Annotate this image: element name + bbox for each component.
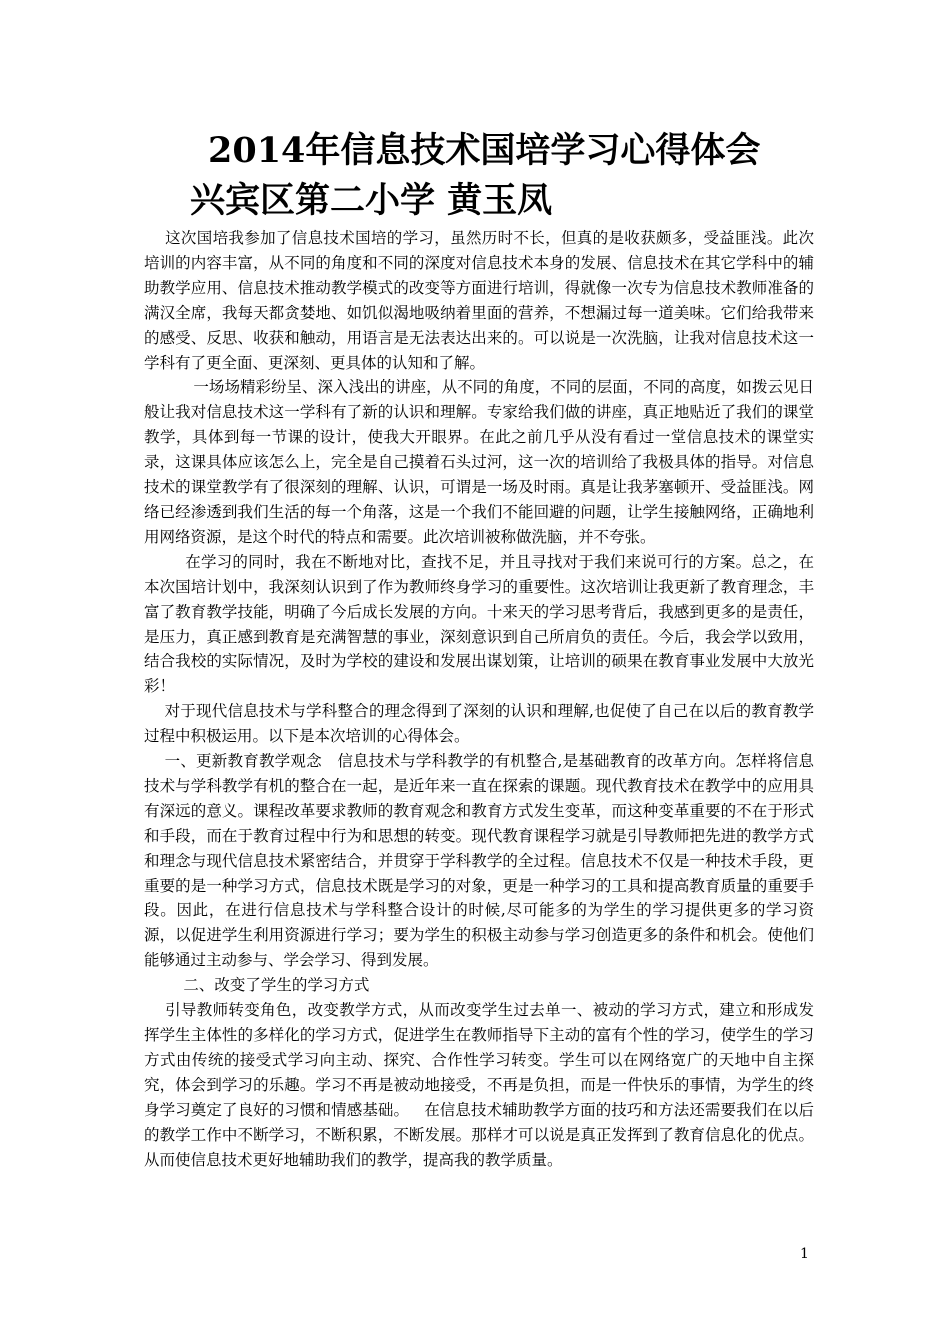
- paragraph: 这次国培我参加了信息技术国培的学习，虽然历时不长，但真的是收获颇多，受益匪浅。此次培训的内容丰富，从不同的角度和不同的深度对信息技术本身的发展、信息技术在其它学科中的辅助教学应用、信息技术推动教学模式的改变等方面进行培训，得就像一次专为信息技术教师准备的满汉全席，我每天都贪婪地、如饥似渴地吸纳着里面的营养，不想漏过每一道美味。它们给我带来的感受、反思、收获和触动，用语言是无法表达出来的。可以说是一次洗脑，让我对信息技术这一学科有了更全面、更深刻、更具体的认知和了解。: [144, 229, 814, 372]
- document-title: 2014年信息技术国培学习心得体会: [208, 130, 761, 171]
- paragraph: 对于现代信息技术与学科整合的理念得到了深刻的认识和理解,也促使了自己在以后的教育教学过程中积极运用。以下是本次培训的心得体会。: [144, 702, 814, 746]
- paragraph: 一、更新教育教学观念 信息技术与学科教学的有机整合,是基础教育的改革方向。怎样将信息技术与学科教学有机的整合在一起，是近年来一直在探索的课题。现代教育技术在教学中的应用具有深远的意义。课程改革要求教师的教育观念和教育方式发生变革，而这种变革重要的不在于形式和手段，而在于教育过程中行为和思想的转变。现代教育课程学习就是引导教师把先进的教学方式和理念与现代信息技术紧密结合，并贯穿于学科教学的全过程。信息技术不仅是一种技术手段，更重要的是一种学习方式，信息技术既是学习的对象，更是一种学习的工具和提高教育质量的重要手段。因此，在进行信息技术与学科整合设计的时候,尽可能多的为学生的学习提供更多的学习资源，以促进学生利用资源进行学习；要为学生的积极主动参与学习创造更多的条件和机会。使他们能够通过主动参与、学会学习、得到发展。: [144, 752, 814, 970]
- section-heading: 二、改变了学生的学习方式: [144, 976, 370, 995]
- page-number: 1: [800, 1246, 809, 1262]
- paragraph: 引导教师转变角色，改变教学方式，从而改变学生过去单一、被动的学习方式，建立和形成发挥学生主体性的多样化的学习方式，促进学生在教师指导下主动的富有个性的学习，使学生的学习方式由传统的接受式学习向主动、探究、合作性学习转变。学生可以在网络宽广的天地中自主探究，体会到学习的乐趣。学习不再是被动地接受，不再是负担，而是一件快乐的事情，为学生的终身学习奠定了良好的习惯和情感基础。 在信息技术辅助教学方面的技巧和方法还需要我们在以后的教学工作中不断学习，不断积累，不断发展。那样才可以说是真正发挥到了教育信息化的优点。从而使信息技术更好地辅助我们的教学，提高我的教学质量。: [144, 1001, 814, 1169]
- paragraph: 在学习的同时，我在不断地对比，查找不足，并且寻找对于我们来说可行的方案。总之，在本次国培计划中，我深刻认识到了作为教师终身学习的重要性。这次培训让我更新了教育理念，丰富了教育教学技能，明确了今后成长发展的方向。十来天的学习思考背后，我感到更多的是责任，是压力，真正感到教育是充满智慧的事业，深刻意识到自己所肩负的责任。今后，我会学以致用，结合我校的实际情况，及时为学校的建设和发展出谋划策，让培训的硕果在教育事业发展中大放光彩！: [144, 552, 814, 696]
- document-body: [144, 226, 814, 1172]
- author-line: 兴宾区第二小学 黄玉凤: [190, 180, 553, 221]
- paragraph: 一场场精彩纷呈、深入浅出的讲座，从不同的角度，不同的层面，不同的高度，如拨云见日般让我对信息技术这一学科有了新的认识和理解。专家给我们做的讲座，真正地贴近了我们的课堂教学，具体到每一节课的设计，使我大开眼界。在此之前几乎从没有看过一堂信息技术的课堂实录，这课具体应该怎么上，完全是自己摸着石头过河，这一次的培训给了我极具体的指导。对信息技术的课堂教学有了很深刻的理解、认识，可谓是一场及时雨。真是让我茅塞顿开、受益匪浅。网络已经渗透到我们生活的每一个角落，这是一个我们不能回避的问题，让学生接触网络，正确地利用网络资源，是这个时代的特点和需要。此次培训被称做洗脑，并不夸张。: [144, 378, 814, 546]
